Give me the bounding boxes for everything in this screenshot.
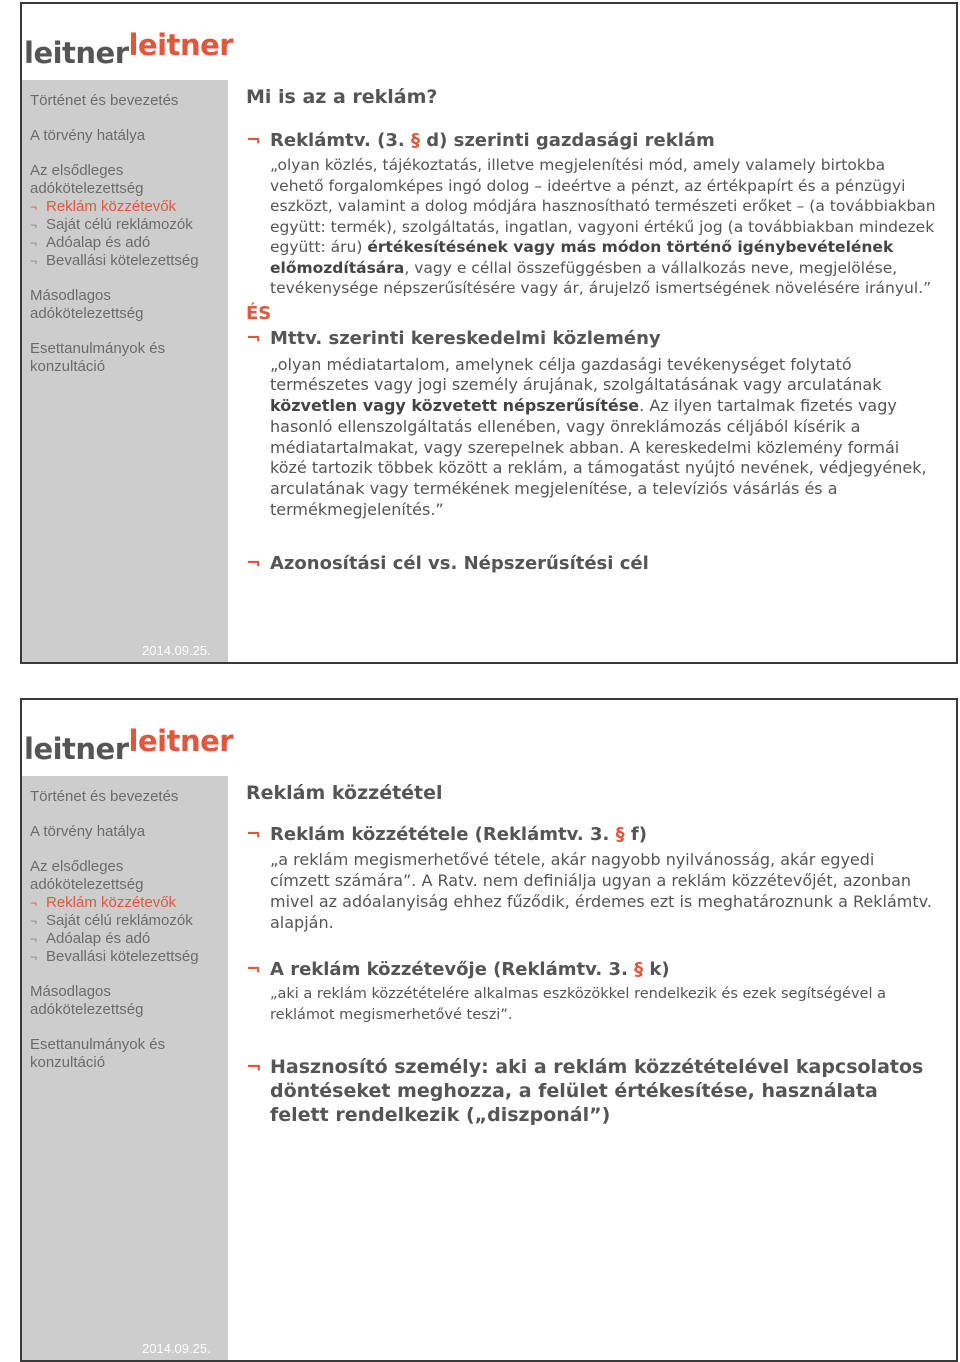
section-sign-icon: § (410, 130, 420, 151)
nav-item-secondary: Másodlagos adókötelezettség (30, 287, 144, 322)
bullet-publication-heading: ¬ Reklám közzététele (Reklámtv. 3. § f) (246, 824, 647, 845)
bullet-identification-vs-promotion: ¬ Azonosítási cél vs. Népszerűsítési cél (246, 552, 649, 574)
nav-sub-publishers: ¬ Reklám közzétevők (30, 198, 226, 216)
nav-sub-self-advertisers: ¬ Saját célú reklámozók (30, 216, 226, 234)
bullet-publisher-heading: ¬ A reklám közzétevője (Reklámtv. 3. § k) (246, 959, 670, 980)
nav-group-primary (30, 858, 226, 966)
sidebar-nav (30, 92, 226, 393)
section-sign-icon: § (615, 824, 625, 845)
nav-item-case-studies: Esettanulmányok és konzultáció (30, 340, 166, 375)
reklamtv-definition: „olyan közlés, tájékoztatás, illetve megjelenítési mód, amely valamely birtokba vehető forgalomképes ingó dolog – ideértve a pénzt, az értékpapírt és a pénzügyi eszközt, valamint a dolog módjára hasznosítható természeti erőket – (a továbbiakban együtt: termék), szolgáltatás, ingatlan, vagyoni értékű jog (a továbbiakban mindezek együtt: áru) értékesítésének vagy más módon történő igénybevételének előmozdítására, vagy e céllal összefüggésben a vállalkozás neve, megjelölése, tevékenysége népszerűsítésére vagy ár, árujelző ismertségének növelésére irányul.” (270, 156, 936, 297)
slide-1 (20, 2, 958, 664)
bullet-exploiting-person: ¬ Hasznosító személy: aki a reklám közzétételével kapcsolatos döntéseket meghozza, a felület értékesítése, használata felett rendelkezik („diszponál”) (246, 1056, 924, 1126)
and-label: ÉS (246, 302, 272, 324)
bullet-mark-icon: ¬ (246, 959, 262, 980)
nav-item-scope: A törvény hatálya (30, 823, 146, 840)
bullet-mark-icon: ¬ (246, 130, 262, 151)
nav-sub-self-advertisers: ¬ Saját célú reklámozók (30, 912, 226, 930)
nav-sub-tax-base: ¬ Adóalap és adó (30, 234, 226, 252)
sidebar (22, 776, 228, 1360)
nav-item-history: Történet és bevezetés (30, 788, 179, 805)
nav-item-case-studies: Esettanulmányok és konzultáció (30, 1036, 166, 1071)
bullet-mark-icon: ¬ (246, 824, 262, 845)
slide-date: 2014.09.25. (142, 1341, 211, 1356)
publisher-definition: „aki a reklám közzétételére alkalmas eszközökkel rendelkezik és ezek segítségével a reklámot megismerhetővé teszi”. (270, 986, 886, 1023)
slide-2 (20, 698, 958, 1362)
bullet-mttv-heading: ¬ Mttv. szerinti kereskedelmi közlemény (246, 327, 661, 349)
nav-sub-tax-base: ¬ Adóalap és adó (30, 930, 226, 948)
leitner-logo: leitnerleitner (24, 28, 234, 70)
nav-item-primary: Az elsődleges adókötelezettség (30, 858, 144, 893)
bullet-mark-icon: ¬ (246, 552, 262, 574)
bullet-reklamtv-heading: ¬ Reklámtv. (3. § d) szerinti gazdasági reklám (246, 130, 715, 151)
leitner-logo: leitnerleitner (24, 724, 234, 766)
bullet-mark-icon: ¬ (246, 327, 262, 349)
mttv-definition: „olyan médiatartalom, amelynek célja gazdasági tevékenységet folytató természetes vagy jogi személy árujának, szolgáltatásának vagy arculatának közvetlen vagy közvetett népszerűsítése. Az ilyen tartalmak fizetés vagy hasonló ellenszolgáltatás ellenében, vagy önreklámozás céljából kísérik a médiatartalmakat, vagy szerepelnek abban. A kereskedelmi közlemény formái közé tartozik többek között a reklám, a támogatást nyújtó nevének, védjegyének, arculatának vagy termékének megjelenítése, a televíziós vásárlás és a termékmegjelenítés.” (270, 354, 927, 520)
slide-date: 2014.09.25. (142, 643, 211, 658)
nav-group-primary (30, 162, 226, 270)
slide-content (246, 776, 936, 1127)
nav-item-history: Történet és bevezetés (30, 92, 179, 109)
sidebar-nav (30, 788, 226, 1089)
nav-sub-filing: ¬ Bevallási kötelezettség (30, 252, 226, 270)
nav-sub-publishers: ¬ Reklám közzétevők (30, 894, 226, 912)
nav-item-scope: A törvény hatálya (30, 127, 146, 144)
slide-title: Reklám közzététel (246, 782, 443, 804)
nav-item-secondary: Másodlagos adókötelezettség (30, 983, 144, 1018)
nav-sub-filing: ¬ Bevallási kötelezettség (30, 948, 226, 966)
section-sign-icon: § (634, 959, 644, 980)
publication-definition: „a reklám megismerhetővé tétele, akár nagyobb nyilvánosság, akár egyedi címzett számára”. A Ratv. nem definiálja ugyan a reklám közzétevőjét, azonban mivel az adóalanyiság ehhez fűződik, érdemes ezt is meghatároznunk a Reklámtv. alapján. (270, 850, 932, 932)
slide-title: Mi is az a reklám? (246, 86, 438, 108)
nav-item-primary: Az elsődleges adókötelezettség (30, 162, 144, 197)
bullet-mark-icon: ¬ (246, 1056, 262, 1078)
sidebar (22, 80, 228, 662)
slide-content (246, 80, 936, 574)
